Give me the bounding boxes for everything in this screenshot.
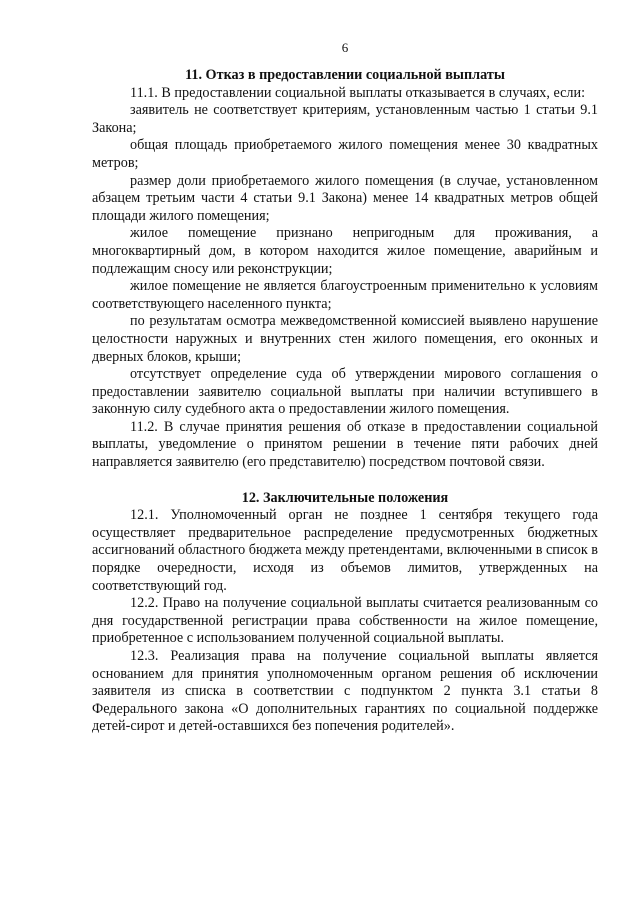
section-spacer [92,472,598,490]
paragraph: по результатам осмотра межведомственной комиссией выявлено нарушение целостности наружных и внутренних стен жилого помещения, его оконных и дверных блоков, крыши; [92,313,598,365]
document-content [92,67,598,736]
paragraph: заявитель не соответствует критериям, установленным частью 1 статьи 9.1 Закона; [92,102,598,136]
paragraph: жилое помещение не является благоустроенным применительно к условиям соответствующего населенного пункта; [92,278,598,312]
paragraph: отсутствует определение суда об утверждении мирового соглашения о предоставлении заявителю социальной выплаты при наличии вступившего в законную силу судебного акта о предоставлении жилого помещения. [92,366,598,418]
section-final-provisions [92,490,598,736]
paragraph: 11.2. В случае принятия решения об отказе в предоставлении социальной выплаты, уведомление о принятом решении в течение пяти рабочих дней направляется заявителю (его представителю) посредством почтовой связи. [92,418,598,471]
paragraph: 12.3. Реализация права на получение социальной выплаты является основанием для принятия уполномоченным органом решения об исключении заявителя из списка в соответствии с подпунктом 2 пункта 3.1 статьи 8 Федерального закона «О дополнительных гарантиях по социальной поддержке детей-сирот и детей-оставшихся без попечения родителей». [92,648,598,735]
section-title-refusal: 11. Отказ в предоставлении социальной выплаты [185,67,505,83]
paragraph: 11.1. В предоставлении социальной выплаты отказывается в случаях, если: [130,84,586,101]
paragraph: размер доли приобретаемого жилого помещения (в случае, установленном абзацем третьим части 4 статьи 9.1 Закона) менее 14 квадратных метров общей площади жилого помещения; [92,172,598,224]
section-title-final-provisions: 12. Заключительные положения [241,489,449,506]
paragraph: 12.2. Право на получение социальной выплаты считается реализованным со дня государственной регистрации права собственности на жилое помещение, приобретенное с использованием полученной социальной выплаты. [92,595,598,647]
section-refusal [92,67,598,472]
paragraph: 12.1. Уполномоченный орган не позднее 1 сентября текущего года осуществляет предварительное распределение предусмотренных бюджетных ассигнований областного бюджета между претендентами, включенными в список в порядке очередности, исходя из объемов лимитов, утвержденных на соответствующий год. [92,507,598,594]
page-number: 6 [341,40,349,55]
paragraph: жилое помещение признано непригодным для проживания, а многоквартирный дом, в котором находится жилое помещение, аварийным и подлежащим сносу или реконструкции; [92,225,598,277]
paragraph: общая площадь приобретаемого жилого помещения менее 30 квадратных метров; [92,137,598,171]
